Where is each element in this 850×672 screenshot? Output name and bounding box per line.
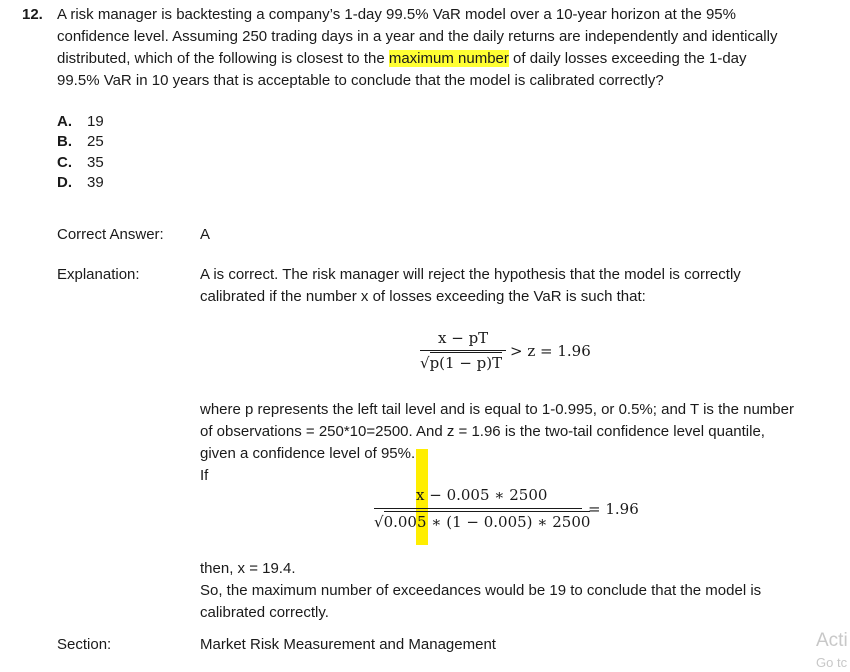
conclusion-2: So, the maximum number of exceedances would be 19 to conclude that the model is bbox=[200, 582, 762, 599]
explanation-intro-1: A is correct. The risk manager will reject the hypothesis that the model is correctly bbox=[200, 266, 741, 283]
question-line-4: 99.5% VaR in 10 years that is acceptable to conclude that the model is calibrated correctly? bbox=[57, 72, 664, 89]
question-line-3: distributed, which of the following is closest to the maximum number of daily losses exceeding the 1-day bbox=[57, 50, 747, 67]
formula2-denominator: √0.005 ∗ (1 − 0.005) ∗ 2500 bbox=[374, 513, 591, 531]
option-c[interactable]: C. 35 bbox=[57, 154, 104, 171]
formula1-fraction-bar bbox=[420, 350, 506, 351]
explanation-body-3: given a confidence level of 95%. bbox=[200, 445, 416, 462]
formula1-denominator: √p(1 − p)T bbox=[420, 354, 503, 372]
option-b[interactable]: B. 25 bbox=[57, 133, 104, 150]
question-line-1: A risk manager is backtesting a company’s 1-day 99.5% VaR model over a 10-year horizon at the 95% bbox=[57, 6, 736, 23]
option-d[interactable]: D. 39 bbox=[57, 174, 104, 191]
question-number: 12. bbox=[22, 6, 43, 23]
explanation-body-1: where p represents the left tail level and is equal to 1-0.995, or 0.5%; and T is the number bbox=[200, 401, 794, 418]
formula2-numerator: x − 0.005 ∗ 2500 bbox=[416, 486, 548, 504]
explanation-label: Explanation: bbox=[57, 266, 140, 283]
formula2-fraction-bar bbox=[374, 508, 582, 509]
section-value: Market Risk Measurement and Management bbox=[200, 636, 496, 653]
highlighted-phrase: maximum number bbox=[388, 50, 509, 67]
formula2-rhs: = 1.96 bbox=[588, 500, 639, 518]
formula1-rhs: > z = 1.96 bbox=[510, 342, 591, 360]
activation-watermark-line1: Acti bbox=[816, 630, 848, 651]
explanation-body-4: If bbox=[200, 467, 209, 484]
conclusion-3: calibrated correctly. bbox=[200, 604, 329, 621]
question-line-2: confidence level. Assuming 250 trading days in a year and the daily returns are independently and identically bbox=[57, 28, 778, 45]
correct-answer-label: Correct Answer: bbox=[57, 226, 164, 243]
conclusion-1: then, x = 19.4. bbox=[200, 560, 296, 577]
correct-answer-value: A bbox=[200, 226, 211, 243]
explanation-body-2: of observations = 250*10=2500. And z = 1.96 is the two-tail confidence level quantile, bbox=[200, 423, 765, 440]
explanation-intro-2: calibrated if the number x of losses exceeding the VaR is such that: bbox=[200, 288, 646, 305]
formula1-numerator: x − pT bbox=[438, 329, 489, 347]
section-label: Section: bbox=[57, 636, 112, 653]
activation-watermark-line2: Go tc bbox=[816, 655, 848, 670]
option-a[interactable]: A. 19 bbox=[57, 113, 104, 130]
